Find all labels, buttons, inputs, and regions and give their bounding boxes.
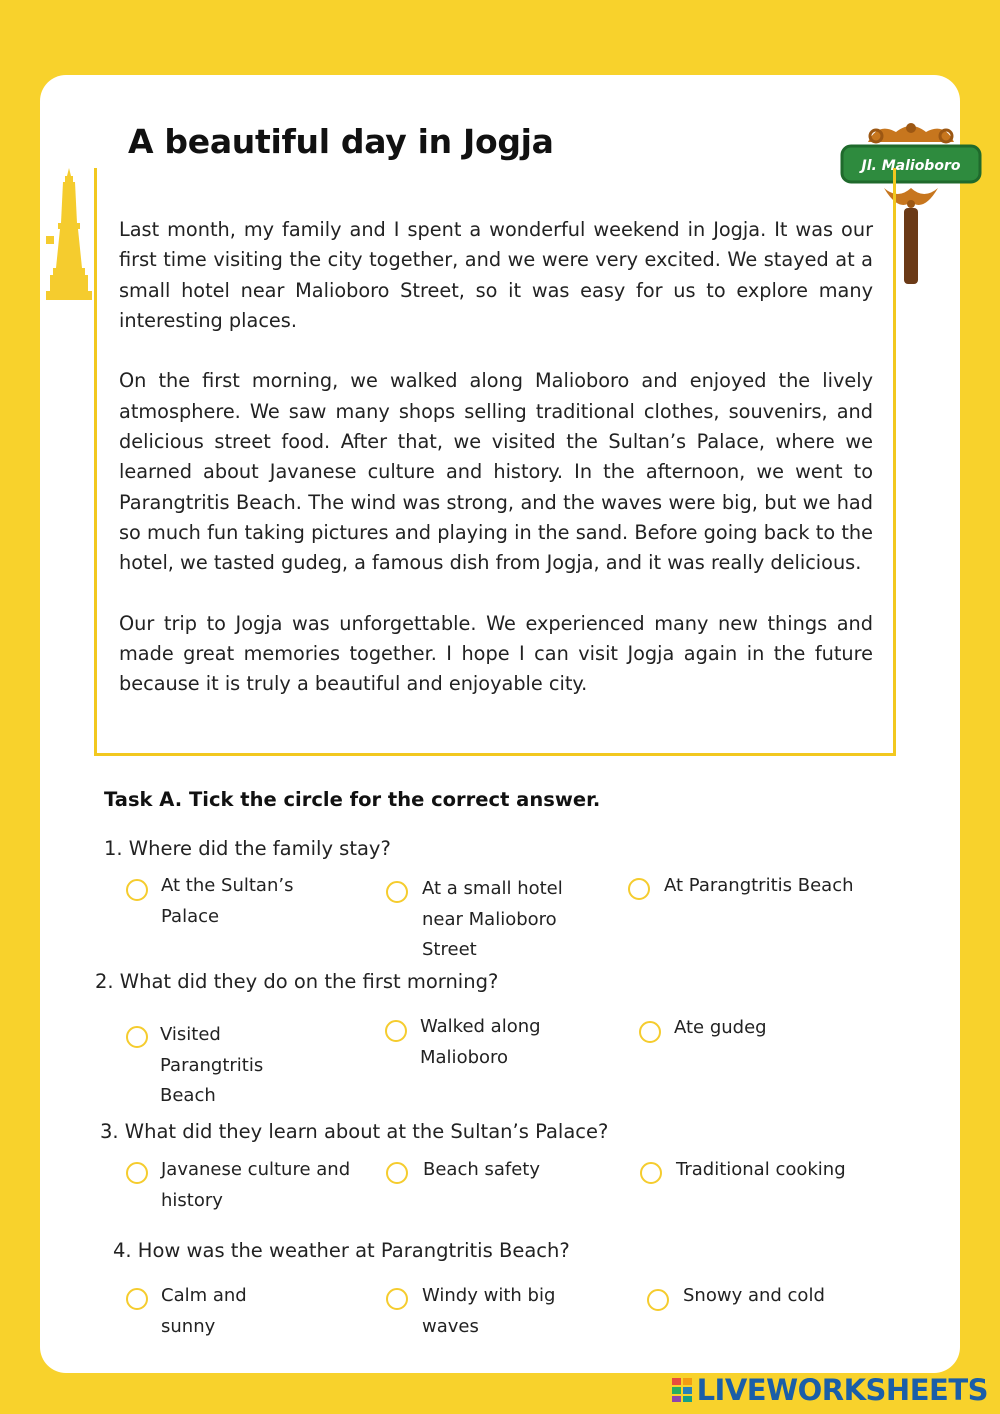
story-paragraph: Last month, my family and I spent a wonderful weekend in Jogja. It was our first time visiting the city together, and we were very excited. We stayed at a small hotel near Malioboro Street, so it was easy for us to explore many interesting places. <box>119 218 873 332</box>
q1-option-1-label: At the Sultan’s Palace <box>161 875 294 927</box>
task-title: Task A. Tick the circle for the correct answer. <box>104 788 601 811</box>
svg-text:Jl. Malioboro: Jl. Malioboro <box>861 158 961 174</box>
story-paragraph: Our trip to Jogja was unforgettable. We experienced many new things and made great memories together. I hope I can visit Jogja again in the future because it is truly a beautiful and enjoyable city. <box>119 611 873 696</box>
q2-option-2-label: Walked along Malioboro <box>420 1016 541 1068</box>
q1-option-1-radio[interactable] <box>126 879 148 901</box>
q2-option-3-radio[interactable] <box>639 1021 661 1043</box>
q4-option-3-radio[interactable] <box>647 1289 669 1311</box>
q2-option-1-label: Visited Parangtritis Beach <box>160 1024 264 1106</box>
liveworksheets-logo-icon <box>671 1377 693 1403</box>
q3-option-1-radio[interactable] <box>126 1162 148 1184</box>
q4-option-1-label: Calm and sunny <box>161 1285 247 1337</box>
liveworksheets-logo[interactable] <box>671 1372 988 1408</box>
q2-option-3-label: Ate gudeg <box>674 1017 767 1038</box>
q4-option-2-label: Windy with big waves <box>422 1285 556 1337</box>
q1-option-2-label: At a small hotel near Malioboro Street <box>422 878 563 960</box>
tugu-monument-icon <box>44 168 94 303</box>
q3-option-2-label: Beach safety <box>423 1159 541 1180</box>
question-1: 1. Where did the family stay? <box>104 837 391 860</box>
liveworksheets-brand: LIVEWORKSHEETS <box>696 1373 988 1407</box>
q4-option-1-radio[interactable] <box>126 1288 148 1310</box>
q2-option-1-radio[interactable] <box>126 1026 148 1048</box>
q2-option-2-radio[interactable] <box>385 1020 407 1042</box>
q1-option-3-radio[interactable] <box>628 878 650 900</box>
question-4: 4. How was the weather at Parangtritis Beach? <box>113 1239 570 1262</box>
q1-option-2-radio[interactable] <box>386 881 408 903</box>
q1-option-3-label: At Parangtritis Beach <box>664 875 854 896</box>
story-text <box>119 215 873 730</box>
q4-option-2-radio[interactable] <box>386 1288 408 1310</box>
story-paragraph: On the first morning, we walked along Malioboro and enjoyed the lively atmosphere. We saw many shops selling traditional clothes, souvenirs, and delicious street food. After that, we visited the Sultan’s Palace, where we learned about Javanese culture and history. In the afternoon, we went to Parangtritis Beach. The wind was strong, and the waves were big, but we had so much fun taking pictures and playing in the sand. Before going back to the hotel, we tasted gudeg, a famous dish from Jogja, and it was really delicious. <box>119 369 873 575</box>
question-2: 2. What did they do on the first morning? <box>95 970 499 993</box>
q3-option-1-label: Javanese culture and history <box>161 1159 351 1211</box>
question-3: 3. What did they learn about at the Sultan’s Palace? <box>100 1120 609 1143</box>
q3-option-2-radio[interactable] <box>386 1162 408 1184</box>
q4-option-3-label: Snowy and cold <box>683 1285 825 1306</box>
q3-option-3-label: Traditional cooking <box>676 1159 846 1180</box>
q3-option-3-radio[interactable] <box>640 1162 662 1184</box>
page-title: A beautiful day in Jogja <box>128 122 554 161</box>
